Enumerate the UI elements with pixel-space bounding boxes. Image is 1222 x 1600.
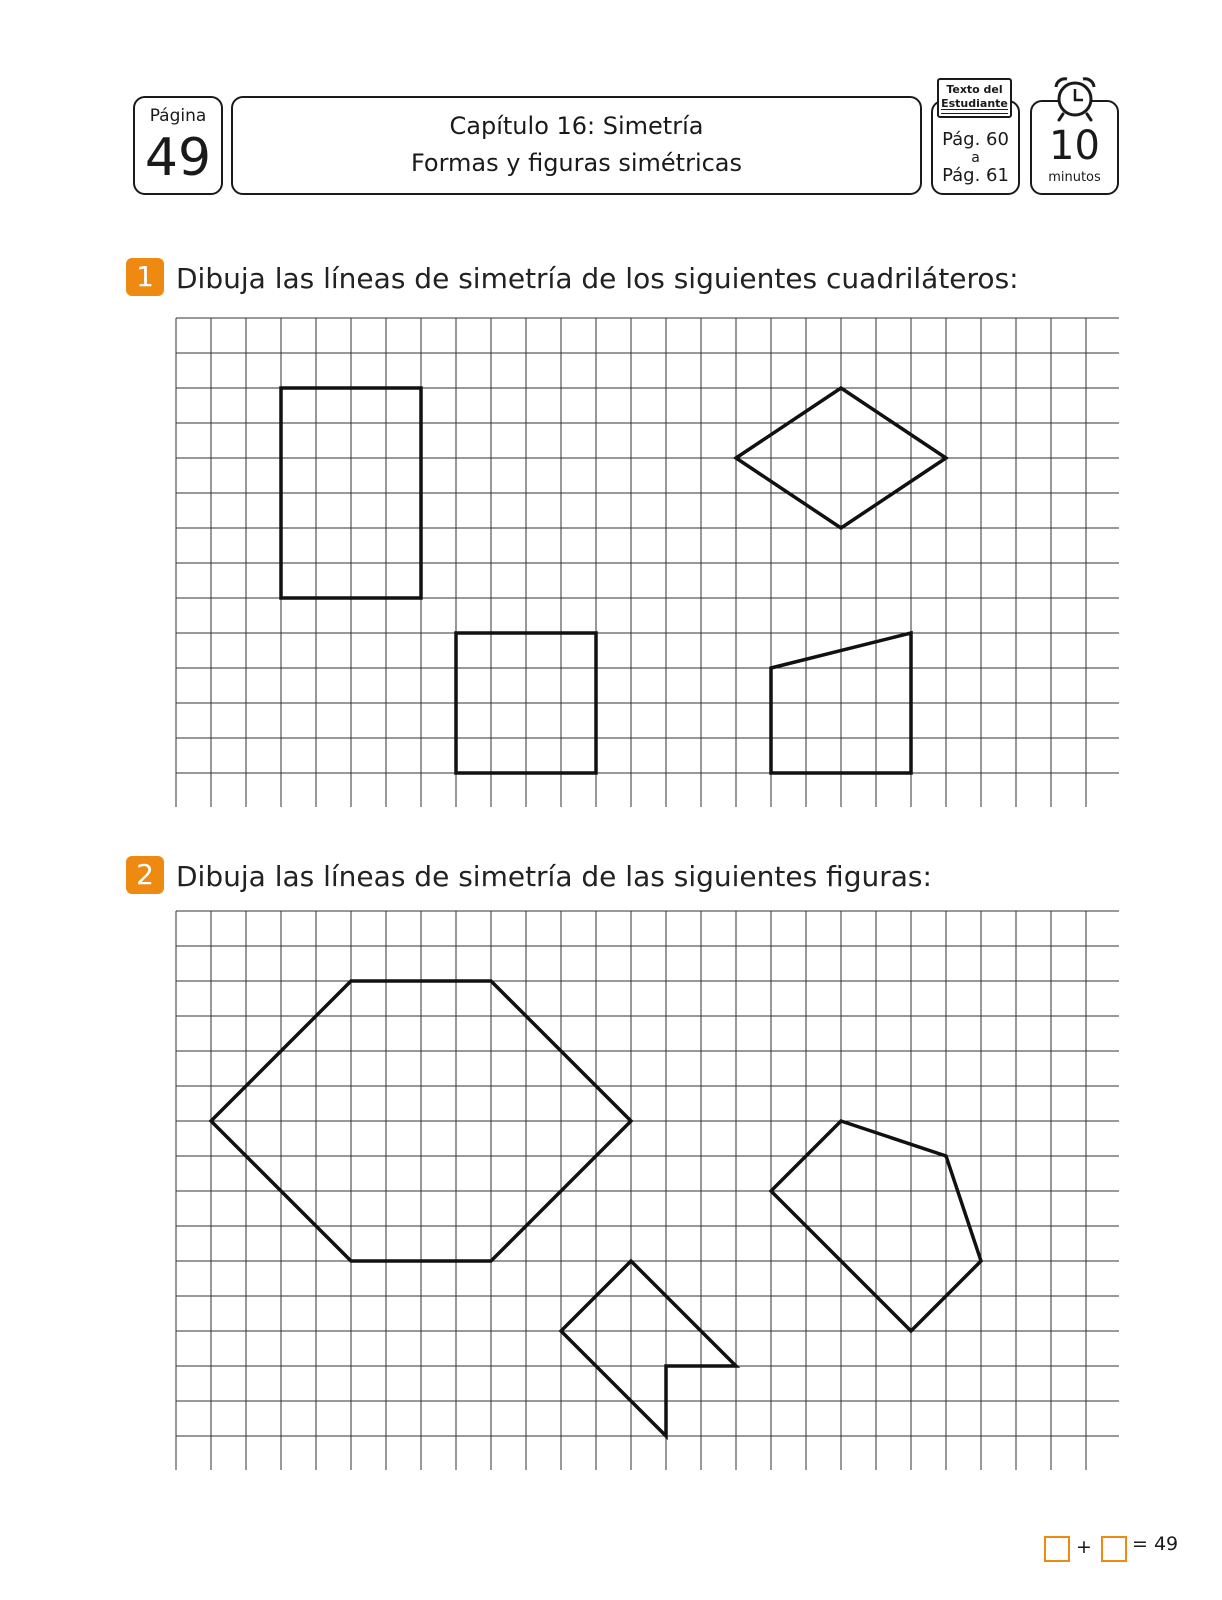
question-text: Dibuja las líneas de simetría de las siguientes figuras:	[176, 860, 932, 893]
textbook-icon	[937, 78, 1012, 118]
grid-question-2	[175, 910, 1119, 1470]
reference-separator: a	[971, 150, 980, 166]
textbook-label: Texto del Estudiante	[941, 83, 1008, 110]
chapter-box	[231, 96, 922, 195]
flag-shape	[561, 1261, 736, 1436]
answer-box[interactable]	[1044, 1536, 1070, 1562]
answer-box[interactable]	[1101, 1536, 1127, 1562]
footer-equals: = 49	[1132, 1533, 1179, 1555]
page-number: 49	[144, 128, 212, 188]
question-text: Dibuja las líneas de simetría de los siguientes cuadriláteros:	[176, 262, 1019, 295]
page-label: Página	[149, 106, 207, 126]
time-unit: minutos	[1048, 170, 1101, 185]
grid-question-1	[175, 317, 1119, 807]
chapter-title: Capítulo 16: Simetría	[449, 112, 704, 140]
question-number-badge: 1	[126, 258, 164, 296]
footer-plus: +	[1076, 1536, 1092, 1558]
page-number-box	[133, 96, 223, 195]
question-number-badge: 2	[126, 856, 164, 894]
alarm-clock-icon	[1047, 74, 1103, 124]
reference-to: Pág. 61	[942, 165, 1009, 186]
time-value: 10	[1049, 123, 1100, 169]
reference-from: Pág. 60	[942, 129, 1009, 150]
chapter-subtitle: Formas y figuras simétricas	[410, 149, 743, 177]
